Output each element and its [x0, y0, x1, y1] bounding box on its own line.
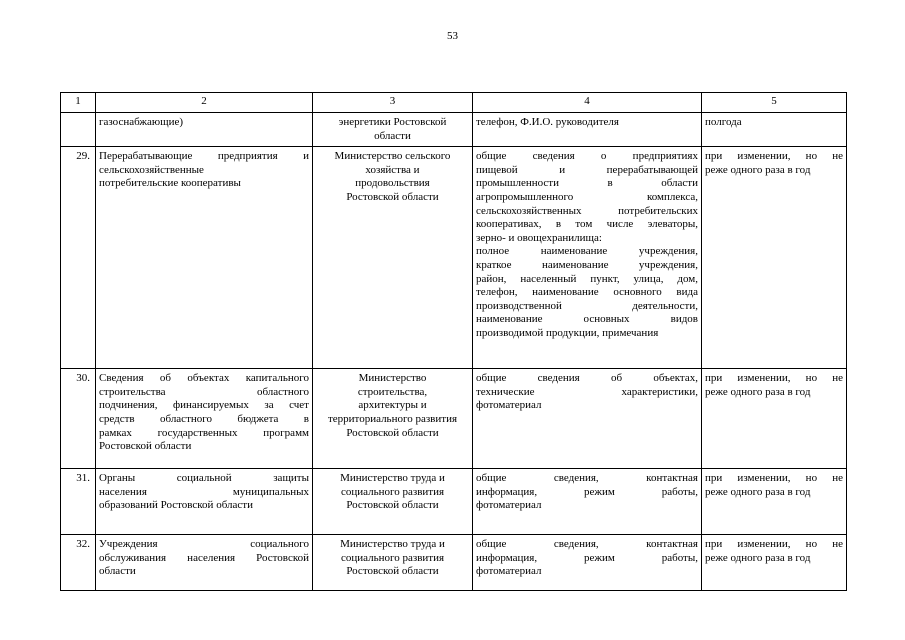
line: продовольствия — [355, 177, 430, 190]
line: образований Ростовской области — [99, 499, 253, 512]
line: реже одного раза в год — [705, 163, 811, 176]
line: производственной деятельности, — [476, 299, 698, 312]
line: потребительские кооперативы — [99, 177, 241, 190]
agency-cell — [313, 535, 473, 591]
line: информация, режим работы, — [476, 551, 698, 564]
header-cell: 1 — [61, 93, 96, 113]
line: подчинения, финансируемых за счет — [99, 399, 309, 412]
line: реже одного раза в год — [705, 485, 811, 498]
info-cell — [473, 147, 702, 369]
line: строительства областного — [99, 385, 309, 398]
line: Министерство сельского — [334, 150, 451, 163]
num-cell: 29. — [61, 147, 96, 369]
line: Министерство труда и — [340, 538, 445, 551]
info-cell — [473, 369, 702, 469]
line: Ростовской области — [346, 426, 439, 439]
line: строительства, — [357, 385, 428, 398]
line: Учреждения социального — [99, 538, 309, 551]
period-cell: полгода — [702, 113, 847, 147]
line: Органы социальной защиты — [99, 472, 309, 485]
info-cell — [473, 535, 702, 591]
line: средств областного бюджета в — [99, 412, 309, 425]
line: общие сведения о предприятиях — [476, 150, 698, 163]
line: при изменении, но не — [705, 538, 843, 551]
period-cell — [702, 369, 847, 469]
page-number: 53 — [447, 30, 458, 42]
header-cell: 4 — [473, 93, 702, 113]
line: кооперативах, в том числе элеваторы, — [476, 218, 698, 231]
line: области — [99, 565, 136, 578]
line: фотоматериал — [476, 565, 542, 578]
line: Ростовской области — [346, 190, 439, 203]
num-cell — [61, 113, 96, 147]
line: Ростовской области — [99, 440, 192, 453]
agency-cell — [313, 147, 473, 369]
line: технические характеристики, — [476, 385, 698, 398]
line: производимой продукции, примечания — [476, 326, 659, 339]
table-row — [61, 369, 847, 469]
line: краткое наименование учреждения, — [476, 258, 698, 271]
line: хозяйства и — [365, 163, 420, 176]
line: сельскохозяйственных потребительских — [476, 204, 698, 217]
line: при изменении, но не — [705, 372, 843, 385]
line: области — [374, 129, 411, 142]
table-row — [61, 147, 847, 369]
table-row — [61, 535, 847, 591]
line: социального развития — [340, 485, 445, 498]
line: реже одного раза в год — [705, 385, 811, 398]
line: Министерство труда и — [340, 472, 445, 485]
line: пищевой и перерабатывающей — [476, 163, 698, 176]
object-cell — [96, 469, 313, 535]
line: фотоматериал — [476, 499, 542, 512]
line: Ростовской области — [346, 499, 439, 512]
info-cell: телефон, Ф.И.О. руководителя — [473, 113, 702, 147]
line: территориального развития — [327, 412, 458, 425]
line: телефон, наименование основного вида — [476, 286, 698, 299]
line: при изменении, но не — [705, 150, 843, 163]
line: информация, режим работы, — [476, 485, 698, 498]
header-cell: 2 — [96, 93, 313, 113]
period-cell — [702, 535, 847, 591]
data-table — [60, 92, 847, 591]
num-cell: 30. — [61, 369, 96, 469]
line: населения муниципальных — [99, 485, 309, 498]
line: Перерабатывающие предприятия и — [99, 150, 309, 163]
object-cell — [96, 147, 313, 369]
line: агропромышленного комплекса, — [476, 190, 698, 203]
line: реже одного раза в год — [705, 551, 811, 564]
header-cell: 3 — [313, 93, 473, 113]
line: Ростовской области — [346, 565, 439, 578]
line: фотоматериал — [476, 399, 542, 412]
info-cell — [473, 469, 702, 535]
line: при изменении, но не — [705, 472, 843, 485]
line: социального развития — [340, 551, 445, 564]
num-cell: 32. — [61, 535, 96, 591]
line: энергетики Ростовской — [338, 116, 447, 128]
line: обслуживания населения Ростовской — [99, 551, 309, 564]
line: промышленности в области — [476, 177, 698, 190]
line: Министерство — [358, 372, 427, 385]
header-row — [61, 93, 847, 113]
object-cell: газоснабжающие) — [96, 113, 313, 147]
line: Сведения об объектах капитального — [99, 372, 309, 385]
line: наименование основных видов — [476, 313, 698, 326]
line: район, населенный пункт, улица, дом, — [476, 272, 698, 285]
line: архитектуры и — [358, 399, 427, 412]
continuation-row — [61, 113, 847, 147]
object-cell — [96, 369, 313, 469]
line: полное наименование учреждения, — [476, 245, 698, 258]
line: рамках государственных программ — [99, 426, 309, 439]
line: сельскохозяйственные — [99, 163, 204, 176]
period-cell — [702, 469, 847, 535]
line: общие сведения об объектах, — [476, 372, 698, 385]
object-cell — [96, 535, 313, 591]
period-cell — [702, 147, 847, 369]
num-cell: 31. — [61, 469, 96, 535]
line: зерно- и овощехранилища: — [476, 231, 602, 244]
agency-cell — [313, 469, 473, 535]
line: общие сведения, контактная — [476, 472, 698, 485]
line: общие сведения, контактная — [476, 538, 698, 551]
header-cell: 5 — [702, 93, 847, 113]
agency-cell — [313, 369, 473, 469]
table-row — [61, 469, 847, 535]
agency-cell — [313, 113, 473, 147]
